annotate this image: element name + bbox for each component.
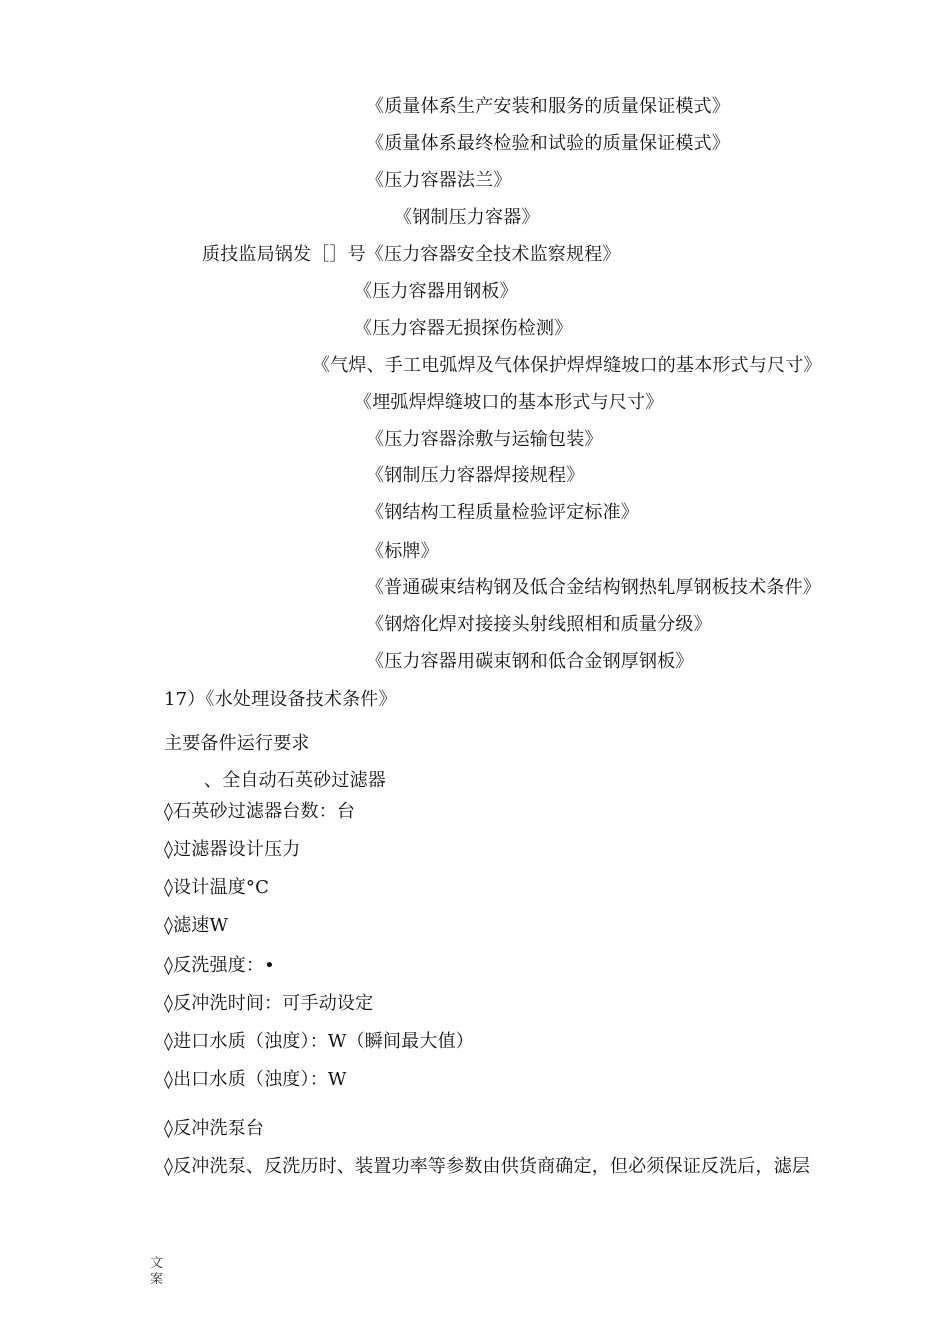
spec-line: ◊反洗强度：• [164,955,275,976]
standard-line: 《压力容器法兰》 [366,170,512,191]
page-footer [150,1256,166,1288]
standard-line: 《压力容器涂敷与运输包装》 [366,429,603,450]
standard-line: 《压力容器无损探伤检测》 [354,318,573,339]
spec-line: ◊反冲洗时间：可手动设定 [164,993,374,1014]
standard-line: 质技监局锅发［］号《压力容器安全技术监察规程》 [202,244,621,265]
item-17-heading: 17）《水处理设备技术条件》 [164,689,397,710]
standard-line: 《压力容器用钢板》 [354,281,518,302]
standard-line: 《压力容器用碳束钢和低合金钢厚钢板》 [366,651,694,672]
spec-line: ◊滤速W [164,915,229,936]
spec-line: ◊反冲洗泵台 [164,1118,265,1139]
section-title: 主要备件运行要求 [164,733,310,754]
standard-line: 《标牌》 [366,541,439,562]
standard-line: 《普通碳束结构钢及低合金结构钢热轧厚钢板技术条件》 [366,577,821,598]
standard-line: 《质量体系生产安装和服务的质量保证模式》 [366,96,730,117]
standard-line: 《气焊、手工电弧焊及气体保护焊焊缝坡口的基本形式与尺寸》 [312,355,822,376]
spec-line: ◊进口水质（浊度）：W（瞬间最大值） [164,1031,474,1052]
subsection-title: 、全自动石英砂过滤器 [204,770,386,791]
standard-line: 《钢熔化焊对接接头射线照相和质量分级》 [366,614,712,635]
spec-line: ◊反冲洗泵、反洗历时、装置功率等参数由供货商确定，但必须保证反洗后，滤层 [164,1156,811,1177]
standard-line: 《质量体系最终检验和试验的质量保证模式》 [366,133,730,154]
standard-line: 《钢制压力容器》 [394,207,540,228]
spec-line: ◊石英砂过滤器台数：台 [164,801,356,822]
standard-line: 《埋弧焊焊缝坡口的基本形式与尺寸》 [354,392,664,413]
standard-line: 《钢制压力容器焊接规程》 [366,465,585,486]
spec-line: ◊设计温度°C [164,877,270,898]
standard-line: 《钢结构工程质量检验评定标准》 [366,502,639,523]
spec-line: ◊过滤器设计压力 [164,839,301,860]
footer-char: 案 [150,1272,164,1287]
footer-char: 文 [150,1256,164,1271]
spec-line: ◊出口水质（浊度）：W [164,1069,347,1090]
